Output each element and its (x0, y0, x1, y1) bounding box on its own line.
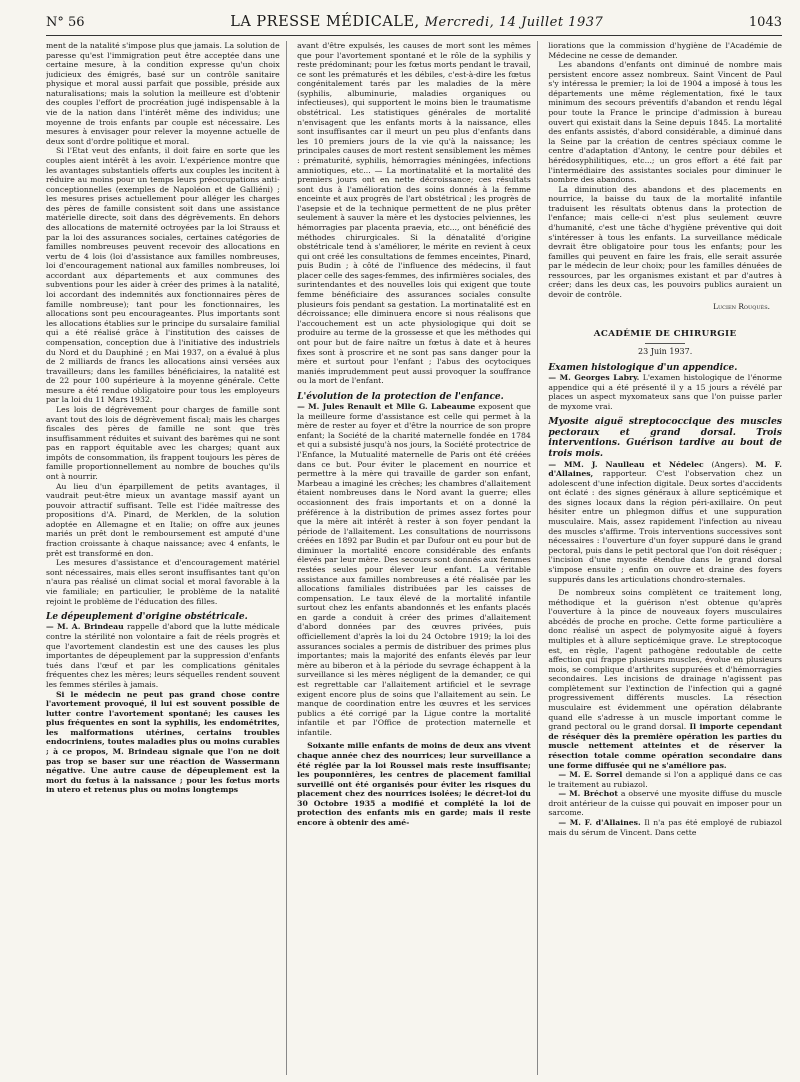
paragraph-text: exposent que la meilleure forme d'assistance est celle qui permet à la mère de rester au foyer et d'être la nourrice de son propre enfant; la Société de la charité maternelle fondée en 1784 et qui a subsisté jusqu'à nos jours, la Société protectrice de l'Enfance, la Mutualité maternelle de Paris ont été créées dans ce but. Pour éviter le placement en nourrice et permettre à la mère qui travaille de garder son enfant, Marbeau a imaginé les crèches; les chambres d'allaitement étaient nombreuses dans le Nord avant la guerre; elles occasionnent des frais importants et on a donné la préférence à la distribution de primes assez fortes pour que la mère ait intérêt à rester à son foyer pendant la période de l'allaitement. Les consultations de nourrissons créées en 1892 par Budin et par Dufour ont eu pour but de diminuer la mortalité encore considérable des enfants élevés par leur mère. Des secours sont donnés aux femmes restées seules pour élever leur enfant. La véritable assistance aux familles nombreuses a été réalisée par les allocations familiales distribuées par les caisses de compensation. Le taux élevé de la mortalité infantile surtout chez les enfants abandonnés et les enfants placés en garde a conduit à créer des primes d'allaitement d'abord données par des œuvres privées, puis officiellement d'après la loi du 24 Octobre 1919; la loi des assurances sociales a permis de distribuer des primes plus importantes; mais la majorité des enfants élevés par leur mère au biberon et à la période du sevrage échappent à la surveillance si les mères négligent de la demander, ce qui est regrettable car l'allaitement artificiel et le sevrage exigent encore plus de soins que l'allaitement au sein. Le manque de coordination entre les œuvres et les services publics a été corrigé par la Ligue contre la mortalité infantile et par l'Office de protection maternelle et infantile. (297, 402, 531, 737)
commenter-name: — M. F. d'Allaines. (558, 817, 641, 827)
paragraph (548, 588, 782, 770)
column-3 (548, 41, 782, 1075)
issue-date: Mercredi, 14 Juillet 1937 (424, 15, 604, 30)
journal-name: LA PRESSE MÉDICALE, (230, 14, 420, 30)
paragraph-emphasis: Il importe cependant de réséquer dès la première opération les parties du muscle nettement atteintes et de réserver la résection totale comme opération secondaire dans une forme diffusée qui ne s'améliore pas. (548, 722, 782, 770)
issue-number: N° 56 (46, 15, 85, 30)
comment-text: a observé une myosite diffuse du muscle droit antérieur de la cuisse qui pouvait en imposer pour un sarcome. (548, 789, 782, 818)
journal-title (230, 14, 603, 30)
section-divider (645, 343, 685, 344)
column-divider (537, 41, 548, 1075)
author-signature: Lucien Rouquès. (713, 301, 770, 311)
page-number: 1043 (748, 15, 782, 30)
academy-section-title: ACADÉMIE DE CHIRURGIE (593, 328, 737, 339)
paragraph-text: rappelle d'abord que la lutte médicale contre la stérilité non volontaire a fait de réels progrès et que l'avortement clandestin est une des causes les plus importantes de dépeuplement par la suppression d'enfants tués dans l'œuf et par les complications génitales fréquentes chez les mères; leurs séquelles rendent souvent les femmes stériles à jamais. (46, 622, 280, 689)
paragraph (46, 622, 280, 689)
discussion-comment (548, 789, 782, 818)
discussion-comment (548, 818, 782, 837)
comment-text: Il n'a pas été employé de rubiazol mais du sérum de Vincent. Dans cette (548, 817, 782, 837)
author-names: — M. Jules Renault et Mlle G. Labeaume (297, 402, 476, 412)
paragraph: Si l'Etat veut des enfants, il doit faire en sorte que les couples aient intérêt à les avoir. L'expérience montre que les avantages substantiels offerts aux couples les incitent à réduire au moins pour un temps leurs préoccupations anti-conceptionnelles (exemples de Napoléon et de Galliéni) ; les mesures prises actuellement pour alléger les charges des pères de famille consistent soit dans une assistance matérielle directe, soit dans des dégrèvements. En dehors des allocations de maternité octroyées par la loi Strauss et par la loi des assurances sociales, certaines catégories de familles nombreuses peuvent recevoir des allocations en vertu de 4 lois (loi d'assistance aux familles nombreuses, loi d'encouragement national aux familles nombreuses, loi accordant aux départements et aux communes des subventions pour les aider à créer des primes à la natalité, loi accordant des indemnités aux fonctionnaires pères de famille nombreuse); tant pour les fonctionnaires, les allocations sont peu encourageantes. Plus importants sont les allocations établies sur le principe du sursalaire familial qui a été réalisé grâce à l'institution des caisses de compensation, conception due à l'initiative des industriels du Nord et du Dauphiné ; en Mai 1937, on a évalué à plus de 2 milliards de francs les allocations ainsi versées aux travailleurs; dans les familles bénéficiaires, la natalité est de 22 pour 100 supérieure à la moyenne générale. Cette mesure a été rendue obligatoire pour tous les employeurs par la loi du 11 Mars 1932. (46, 146, 280, 405)
paragraph: Au lieu d'un éparpillement de petits avantages, il vaudrait peut-être mieux un avantage massif ayant un pouvoir attractif suffisant. Telle est l'idée maîtresse des propositions d'A. Pinard, de Merklen, de la solution adoptée en Allemagne et en Italie; on offre aux jeunes mariés un prêt dont le remboursement est amputé d'une fraction croissante à chaque naissance; avec 4 enfants, le prêt est transformé en don. (46, 481, 280, 558)
paragraph: Les mesures d'assistance et d'encouragement matériel sont nécessaires, mais elles seront insuffisantes tant qu'on n'aura pas réalisé un climat social et moral favorable à la vie familiale; en particulier, le problème de la natalité rejoint le problème de l'éducation des filles. (46, 558, 280, 606)
paragraph: Si le médecin ne peut pas grand chose contre l'avortement provoqué, il lui est souvent possible de lutter contre l'avortement spontané; les causes les plus fréquentes en sont la syphilis, les endométrites, les malformations utérines, certains troubles endocriniens, toutes maladies plus ou moins curables ; à ce propos, M. Brindeau signale que l'on ne doit pas trop se baser sur une réaction de Wassermann négative. Une autre cause de dépeuplement est la mort du fœtus à la naissance ; pour les fœtus morts in utero et retenus plus ou moins longtemps (46, 689, 280, 795)
column-divider (286, 41, 297, 1075)
section-heading: L'évolution de la protection de l'enfance. (297, 391, 504, 402)
paragraph-text: De nombreux soins complètent ce traitement long, méthodique et la guérison n'est obtenue qu'après l'ouverture à la pince de nouveaux foyers musculaires abcédés de proche en proche. Cette forme particulière a donc réalisé un aspect de polymyosite aiguë à foyers multiples et à allure septicémique grave. Le streptocoque est, en règle, l'agent pathogène redoutable de cette affection qui frappe plusieurs muscles, évolue en plusieurs mois, se complique d'arthrites suppurées et d'hémorragies secondaires. Les incisions de drainage n'agissent pas complètement sur l'extinction de l'infection qui a gagné progressivement différents muscles. La résection musculaire est évidemment une opération délabrante quand elle s'adresse à un muscle important comme le grand pectoral ou le grand dorsal. (548, 588, 782, 732)
page-header (46, 14, 782, 36)
column-1 (46, 41, 280, 1075)
author-place: (Angers). (711, 459, 748, 469)
paragraph-text: rapporteur. C'est l'observation chez un adolescent d'une infection digitale. Deux sortes d'accidents ont éclaté : des signes généraux à allure septicémique et des signes locaux dans la région péri-axillaire. On peut hésiter entre un phlegmon diffus et une suppuration musculaire. Mais, assez rapidement l'infection au niveau des muscles s'affirme. Trois interventions successives sont nécessaires : l'ouverture d'un foyer suppuré dans le grand pectoral, puis dans le petit pectoral que l'on doit réséquer ; l'incision d'une myosite étendue dans le grand dorsal s'impose ensuite ; enfin on ouvre et draine des foyers suppurés dans les articulations chondro-sternales. (548, 469, 782, 584)
section-heading: Le dépeuplement d'origine obstétricale. (46, 612, 248, 623)
paragraph: Les abandons d'enfants ont diminué de nombre mais persistent encore assez nombreux. Saint Vincent de Paul s'y intéressa le premier; la loi de 1904 a imposé à tous les départements une même réglementation, fixé le taux minimum des secours préventifs d'abandon et rendu légal pour toute la France le principe d'admission à bureau ouvert qui existait dans la Seine depuis 1845. La mortalité des enfants assistés, d'abord considérable, a diminué dans la Seine par la création de centres spéciaux comme le centre d'adaptation d'Antony, le centre pour débiles et hérédosyphilitiques, etc...; un gros effort a été fait par l'intermédiaire des assistantes sociales pour diminuer le nombre des abandons. (548, 60, 782, 185)
section-heading: Examen histologique d'un appendice. (548, 362, 738, 373)
paragraph: Soixante mille enfants de moins de deux ans vivent chaque année chez des nourrices; leur surveillance a été réglée par la loi Roussel mais reste insuffisante; les pouponnières, les centres de placement familial surveillé ont été organisés pour éviter les risques du placement chez des nourrices isolées; le décret-loi du 30 Octobre 1935 a modifié et complété la loi de protection des enfants mis en garde; mais il reste encore à obtenir des amé- (297, 741, 531, 828)
section-heading: Myosite aiguë streptococcique des muscles pectoraux et grand dorsal. Trois interventions. Guérison tardive au bout de trois mois. (548, 416, 782, 459)
paragraph: avant d'être expulsés, les causes de mort sont les mêmes que pour l'avortement spontané et le rôle de la syphilis y reste prédominant; pour les fœtus morts pendant le travail, ce sont les prématurés et les débiles, c'est-à-dire les fœtus congénitalement tarés par les maladies de la mère (syphilis, albuminurie, maladies organiques ou infectieuses), qui supportent le moins bien le traumatisme obstétrical. Les statistiques générales de mortalité n'envisagent que les enfants morts à la naissance, elles sont insuffisantes car il meurt un peu plus d'enfants dans les 10 premiers jours de la vie qu'à la naissance; les principales causes de mort restent sensiblement les mêmes : prématurité, syphilis, hémorragies méningées, infections amniotiques, etc... — La mortinatalité et la mortalité des premiers jours ont en nette décroissance; ces résultats sont dus à l'amélioration des soins donnés à la femme enceinte et aux progrès de l'art obstétrical ; les progrès de l'asepsie et de la technique permettent de ne plus prêter seulement à sauver la mère et les dystocies pelviennes, les hémorragies par placenta praevia, etc..., ont bénéficié des méthodes chirurgicales. Si la dénatalité d'origine obstétricale tend à s'améliorer, le mérite en revient à ceux qui ont créé les consultations de femmes enceintes, Pinard, puis Budin ; à côté de l'influence des médecins, il faut placer celle des sages-femmes, des infirmières sociales, des surintendantes et des nouvelles lois qui exigent que toute femme bénéficiaire des assurances sociales consulte plusieurs fois pendant sa gestation. La mortinatalité est en décroissance; elle diminuera encore si nous réalisons que l'accouchement est un acte physiologique qui doit se produire au terme de la grossesse et que les méthodes qui ont pour but de faire naître un fœtus à date et à heures fixes sont à proscrire et ne sont pas sans danger pour la mère et surtout pour l'enfant ; l'abus des ocytociques maniés imprudemment peut aussi provoquer la souffrance ou la mort de l'enfant. (297, 41, 531, 386)
author-names: — M. A. Brindeau (46, 622, 124, 632)
paragraph: liorations que la commission d'hygiène de l'Académie de Médecine ne cesse de demander. (548, 41, 782, 60)
paragraph: Les lois de dégrèvement pour charges de famille sont avant tout des lois de dégrèvement fiscal; mais les charges fiscales des pères de famille ne sont que très insuffisamment réduites et suivant des barèmes qui ne sont pas en rapport équitable avec les charges; quant aux impôts de consommation, ils frappent toujours les pères de famille proportionnellement au nombre de bouches qu'ils ont à nourrir. (46, 404, 280, 482)
text-columns (46, 41, 782, 1075)
session-date: 23 Juin 1937. (638, 346, 693, 356)
author-names: — M. Georges Labry. (548, 372, 640, 382)
comment-text: demande si l'on a appliqué dans ce cas le traitement au rubiazol. (548, 770, 782, 789)
commenter-name: — M. E. Sorrel (558, 770, 623, 780)
paragraph (297, 402, 531, 737)
commenter-name: — M. Bréchot (558, 789, 618, 799)
paragraph (548, 460, 782, 585)
paragraph (548, 373, 782, 411)
paragraph: La diminution des abandons et des placements en nourrice, la baisse du taux de la mortalité infantile traduisent les résultats obtenus dans la protection de l'enfance; mais celle-ci n'est plus seulement œuvre d'humanité, c'est une tâche d'hygiène préventive qui doit s'intéresser à tous les enfants. La surveillance médicale devrait être obligatoire pour tous les enfants; pour les familles qui peuvent en faire les frais, elle serait assurée par le médecin de leur choix; pour les familles dénuées de ressources, par les organismes existant et par d'autres à créer; dans les deux cas, les pouvoirs publics auraient un devoir de contrôle. (548, 184, 782, 300)
rapporteur-name: M. F. d'Allaines, (548, 459, 782, 479)
author-names: — MM. J. Naulleau et Nédelec (548, 459, 704, 469)
column-2 (297, 41, 531, 1075)
paragraph: ment de la natalité s'impose plus que jamais. La solution de paresse qu'est l'immigration peut être acceptée dans une certaine mesure, à la condition expresse qu'un choix judicieux des émigrés, basé sur un contrôle sanitaire physique et moral aussi parfait que possible, préside aux naturalisations; mais la solution la meilleure est d'obtenir des couples l'effort de procréation jugé indispensable à la vie de la nation dans l'intérêt même des individus; une moyenne de trois enfants par couple est nécessaire. Les mesures à envisager pour relever la moyenne actuelle de deux sont d'ordre politique et moral. (46, 41, 280, 146)
discussion-comment (548, 770, 782, 789)
paragraph-text: L'examen histologique de l'énorme appendice qui a été présenté il y a 15 jours a révélé par places un aspect myxomateux sans que l'on puisse parler de myxome vrai. (548, 372, 782, 411)
